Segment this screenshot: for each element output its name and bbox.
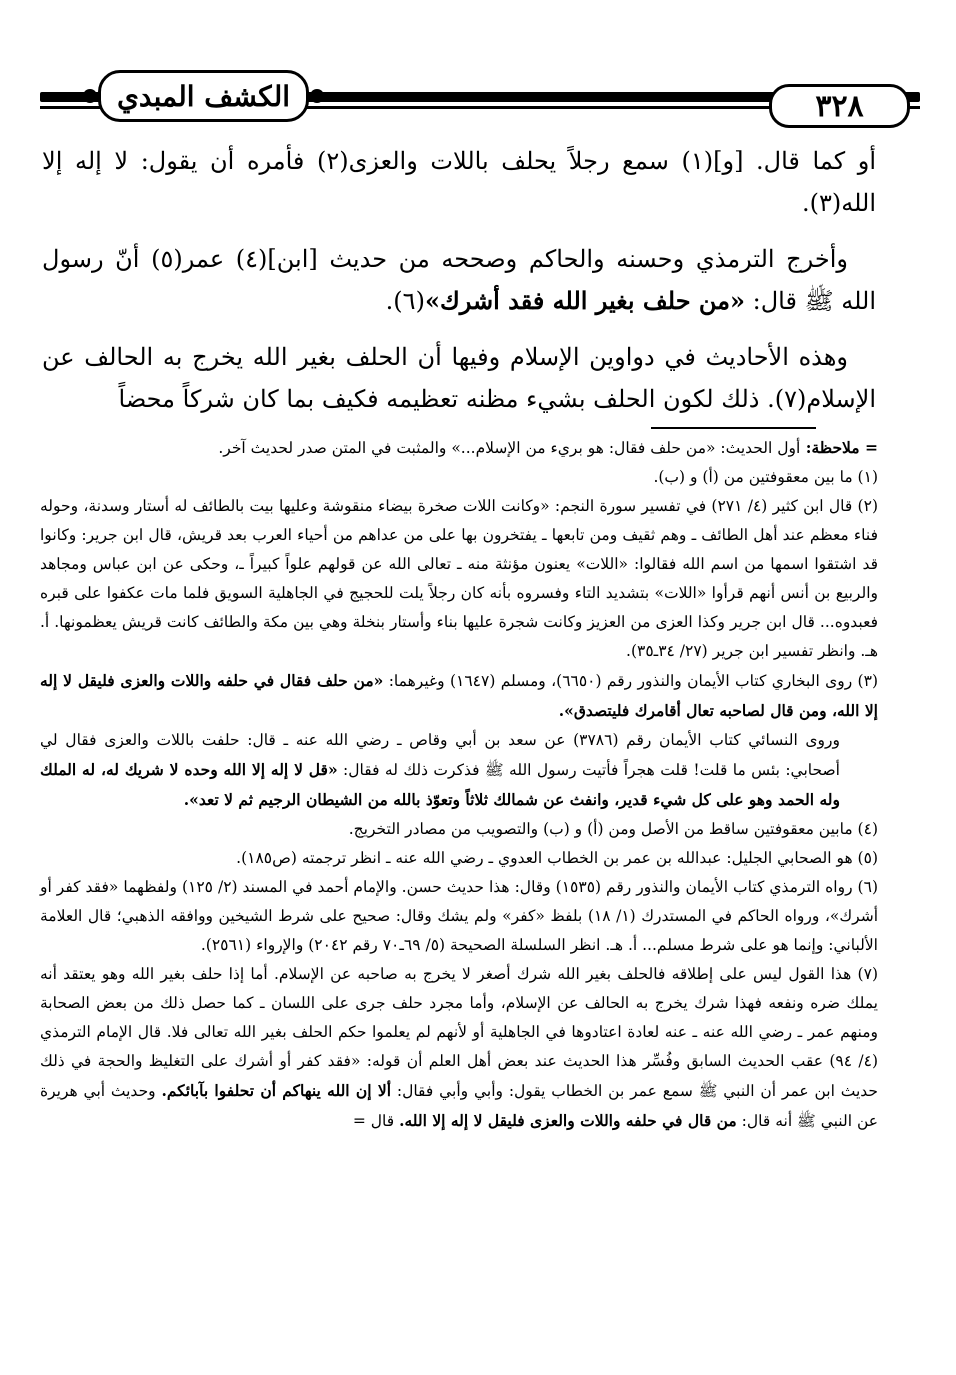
footnote-4: (٤) مابين معقوفتين ساقط من الأصل ومن (أ) و (ب) والتصويب من مصادر التخريج. — [348, 820, 878, 838]
footnote-7-hadith-2: من قال في حلفه واللات والعزى فليقل لا إله إلا الله. — [399, 1111, 737, 1130]
footnotes — [40, 433, 878, 1136]
main-text — [42, 140, 876, 434]
hadith-quote: «من حلف بغير الله فقد أشرك» — [424, 286, 746, 315]
paragraph-2-ref: (٦). — [385, 287, 425, 315]
book-title: الكشف المبدي — [98, 70, 309, 122]
footnote-6: (٦) رواه الترمذي كتاب الأيمان والنذور رقم (١٥٣٥) وقال: هذا حديث حسن. والإمام أحمد في المسند (٢/ ١٢٥) ولفظهما «فقد كفر أو أشرك»، ورواه الحاكم في المستدرك (١/ ١٨) بلفظ «كفر» ولم يشك وقال: صحيح على شرط الشيخين ووافقه الذهبي؛ قال العلامة الألباني: وإنما هو على شرط مسلم... أ. هـ. انظر السلسلة الصحيحة (٥/ ٦٩ـ٧٠ رقم ٢٠٤٢) والإرواء (٢٥٦١). — [40, 878, 879, 954]
footnote-2: (٢) قال ابن كثير (٤/ ٢٧١) في تفسير سورة النجم: «وكانت اللات صخرة بيضاء منقوشة وعليها بيت بالطائف له أستار وسدنة، وحوله فناء معظم عند أهل الطائف ـ وهم ثقيف ومن تابعها ـ يفتخرون بها على من عداهم من أحياء العرب بعد قريش، قال ابن جرير: وكانوا قد اشتقوا اسمها من اسم الله فقالوا: «اللات» يعنون مؤنثة منه ـ تعالى الله عن قولهم علواً كبيراً ـ، وحكى عن ابن عباس ومجاهد والربيع بن أنس أنهم قرأوا «اللات» بتشديد التاء وفسروه بأنه كان رجلاً يلت للحجيج في الجاهلية السويق فلما مات عكفوا على قبره فعبدوه... قال ابن جرير وكذا العزى من العزيز وكانت شجرة عليها بناء وأستار بنخلة وهي بين مكة والطائف كانت قريش يعظمونها. أ. هـ. وانظر تفسير ابن جرير (٢٧/ ٣٤ـ٣٥). — [40, 497, 878, 660]
footnote-7 — [40, 960, 878, 1136]
footnote-7-text: (٧) هذا القول ليس على إطلاقه فالحلف بغير الله شرك أصغر لا يخرج به صاحبه عن الإسلام. أما إذا حلف بغير الله وهو يعتقد أنه يملك ضره ونفعه فهذا شرك يخرج به الحالف عن الإسلام، وأما مجرد حلف جرى على اللسان ـ كما حصل ذلك من بعض الصحابة ومنهم عمر ـ رضي الله عنه ـ عنه لعادة اعتادوها في الجاهلية أو لأنهم لم يعلموا حكم الحلف بغير الله تعالى فلا. قال الإمام الترمذي (٤/ ٩٤) عقب الحديث السابق وفُسِّر هذا الحديث عند بعض أهل العلم أن قوله: «فقد كفر أو أشرك على التغليظ والحجة في ذلك حديث ابن عمر أن النبي ﷺ سمع عمر بن الخطاب يقول: وأبي وأبي فقال: — [40, 965, 878, 1100]
note-label: = ملاحظة: — [800, 438, 878, 457]
footnote-1: (١) ما بين معقوفتين من (أ) و (ب). — [653, 468, 878, 486]
footnote-3-text-2: وروى النسائي كتاب الأيمان رقم (٣٧٨٦) عن سعد بن أبي وقاص ـ رضي الله عنه ـ قال: حلفت باللات والعزى فقال لي أصحابي: بئس ما قلت! قلت هجراً فأتيت رسول الله ﷺ فذكرت ذلك له فقال: — [40, 731, 840, 779]
footnote-5: (٥) هو الصحابي الجليل: عبدالله بن عمر بن الخطاب العدوي ـ رضي الله عنه ـ انظر ترجمته (ص١٨٥). — [236, 849, 878, 867]
paragraph-1: أو كما قال. [و](١) سمع رجلاً يحلف باللات والعزى(٢) فأمره أن يقول: لا إله إلا الله(٣). — [42, 147, 876, 217]
footnote-3-hadith: «من حلف فقال في حلفه واللات والعزى فليقل لا إله إلا الله، ومن قال لصاحبه تعال أقامرك فليتصدق». — [40, 671, 878, 720]
footnote-3 — [40, 666, 878, 726]
footnote-continuation — [40, 433, 878, 463]
footnote-7-text-2: وحديث أبي هريرة عن النبي ﷺ أنه قال: — [40, 1082, 878, 1130]
page-header — [40, 62, 920, 134]
footnote-3-continued — [40, 726, 878, 815]
page-number: ٣٢٨ — [769, 84, 910, 128]
footnote-7-tail: قال = — [352, 1112, 400, 1130]
paragraph-2 — [42, 238, 876, 322]
footnote-7-hadith: ألا إن الله ينهاكم أن تحلفوا بآبائكم. — [161, 1081, 392, 1100]
note-text: أول الحديث: «من حلف فقال: هو بريء من الإسلام...» والمثبت في المتن صدر لحديث آخر. — [218, 439, 801, 457]
footnote-3-text: (٣) روى البخاري كتاب الأيمان والنذور رقم (٦٦٥٠)، ومسلم (١٦٤٧) وغيرهما: — [383, 672, 878, 690]
paragraph-2-text: وأخرج الترمذي وحسنه والحاكم وصححه من حديث [ابن](٤) عمر(٥) أنّ رسول الله ﷺ قال: — [42, 245, 876, 315]
footnote-separator — [651, 427, 816, 429]
footnote-3-hadith-2: «قل لا إله إلا الله وحده لا شريك له، له الملك وله الحمد وهو على كل شيء قدير، وانفث عن شمالك ثلاثاً وتعوّذ بالله من الشيطان الرجيم ثم لا تعد». — [40, 760, 840, 809]
paragraph-3: وهذه الأحاديث في دواوين الإسلام وفيها أن الحلف بغير الله يخرج به الحالف عن الإسلام(٧). ذلك لكون الحلف بشيء مظنه تعظيمه فكيف بما كان شركاً محضاً — [42, 343, 876, 413]
